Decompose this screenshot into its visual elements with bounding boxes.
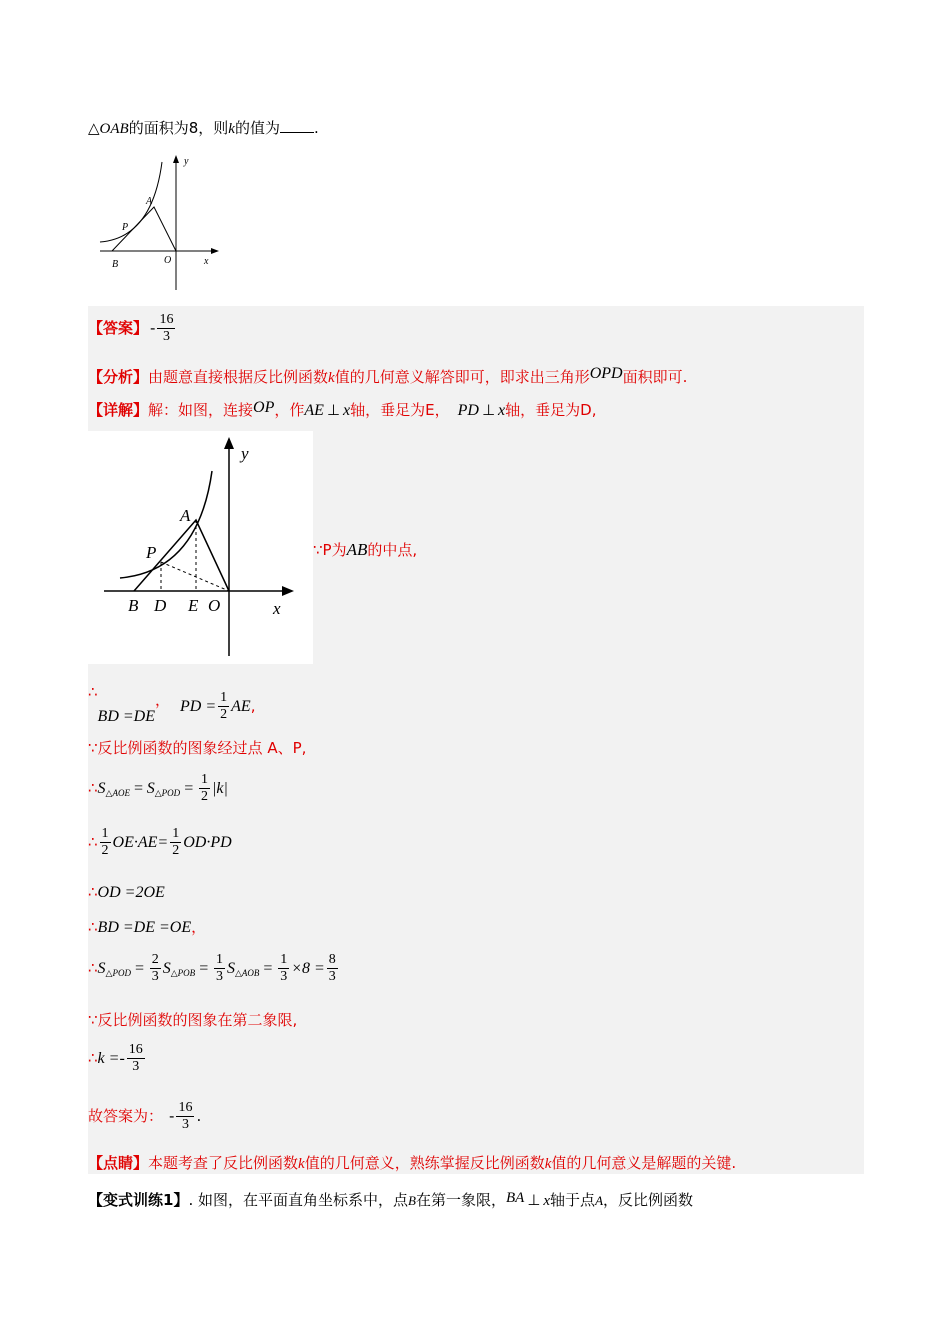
s-subscript: △POD: [105, 968, 131, 978]
therefore-symbol: ∴: [88, 683, 98, 701]
exercise-ba: BA: [505, 1190, 525, 1206]
conclusion-text: 故答案为：: [88, 1107, 164, 1125]
therefore-symbol: ∴: [88, 779, 98, 797]
step-3: [88, 772, 228, 812]
step8-text: ∵反比例函数的图象在第二象限,: [88, 1011, 298, 1029]
detail-op: OP: [253, 399, 275, 416]
question-text-2: ，则: [198, 119, 229, 137]
detail-ae: AE: [304, 402, 324, 419]
analysis-triangle: OPD: [589, 365, 623, 382]
step1-comma: ，: [155, 691, 171, 709]
step1-ae: AE: [231, 698, 251, 715]
analysis-text: 由题意直接根据反比例函数: [148, 368, 329, 386]
midpoint-p: P: [322, 541, 332, 559]
step5-text: OD =2OE: [97, 884, 165, 901]
fig1-label-x: x: [204, 256, 209, 267]
step6-end: ，: [191, 918, 207, 936]
comment-text: 本题考查了反比例函数: [148, 1154, 299, 1172]
step4-numerator-2: 1: [172, 826, 180, 841]
question-end: .: [313, 119, 319, 137]
midpoint-ab: AB: [346, 540, 368, 559]
s-symbol-3: S: [226, 960, 235, 977]
answer-fraction: [157, 312, 175, 345]
s-pod: [147, 780, 180, 797]
step7-fraction-1: [150, 952, 161, 985]
comment-text-3: 值的几何意义是解题的关键.: [551, 1154, 737, 1172]
comment-k-2: k: [544, 1156, 552, 1172]
analysis-label: 【分析】: [88, 368, 149, 386]
answer-blank: [280, 118, 314, 133]
step1-denominator: 2: [220, 707, 228, 722]
fig1-label-b: B: [112, 259, 119, 270]
exercise-text-2: 在第一象限，: [415, 1191, 506, 1209]
figure-2: [88, 431, 313, 664]
therefore-symbol: ∴: [88, 1049, 98, 1067]
exercise-b: B: [408, 1193, 416, 1208]
step3-fraction: [199, 772, 210, 805]
step9-k: k =-: [97, 1050, 125, 1067]
fig1-x-arrow: [211, 248, 219, 254]
fig1-y-arrow: [173, 155, 179, 163]
answer-numerator: 16: [159, 312, 174, 327]
equals-2: =: [183, 780, 194, 797]
abs-k: |k|: [211, 780, 228, 797]
fig2-label-b: B: [128, 596, 139, 615]
therefore-symbol: ∴: [88, 833, 98, 851]
step7-numerator-3: 1: [280, 952, 288, 967]
step3-numerator: 1: [200, 772, 208, 787]
step-7: [88, 952, 340, 992]
analysis-k: k: [328, 370, 335, 386]
s-pod-2: [98, 960, 131, 977]
conclusion-end: .: [196, 1107, 202, 1125]
s-symbol-2: S: [146, 780, 155, 797]
fig1-label-o: O: [164, 255, 172, 266]
exercise-text-3: 轴于点: [550, 1191, 596, 1209]
question-text-3: 的值为: [234, 119, 280, 137]
step7-denominator-4: 3: [328, 969, 336, 984]
step7-denominator-1: 3: [151, 969, 159, 984]
detail-text-3: 轴，垂足为: [350, 401, 426, 419]
therefore-symbol: ∴: [88, 918, 98, 936]
conclusion-denominator: 3: [181, 1117, 189, 1132]
detail-text-4: ，: [434, 401, 450, 419]
step-5: [88, 882, 165, 903]
fig2-label-x: x: [273, 599, 281, 618]
step4-fraction-1: [100, 826, 111, 859]
s-symbol-2: S: [162, 960, 171, 977]
equals-2: =: [198, 960, 209, 977]
s-subscript-2: △POB: [170, 968, 196, 978]
step9-fraction: [127, 1042, 145, 1075]
step6-text: BD =DE =OE: [97, 919, 192, 936]
step7-fraction-2: [214, 952, 225, 985]
step4-denominator-1: 2: [101, 843, 109, 858]
comment-label: 【点睛】: [88, 1154, 149, 1172]
fig2-label-d: D: [154, 596, 167, 615]
fig2-label-e: E: [188, 596, 199, 615]
therefore-symbol: ∴: [88, 959, 98, 977]
answer-sign: -: [150, 319, 156, 337]
answer-denominator: 3: [162, 329, 170, 344]
next-exercise-line: [88, 1188, 693, 1211]
question-line: [88, 118, 319, 139]
perp-symbol-2: ⊥: [481, 401, 496, 419]
answer-label: 【答案】: [88, 319, 149, 337]
step1-pd: PD =: [180, 698, 217, 715]
fig1-label-y: y: [184, 156, 189, 167]
detail-text-2: ，作: [274, 401, 305, 419]
step9-denominator: 3: [132, 1059, 140, 1074]
conclusion-fraction: [176, 1100, 194, 1133]
equals: =: [132, 780, 144, 797]
triangle-name: OAB: [99, 121, 129, 137]
exercise-x: x: [543, 1193, 551, 1209]
figure-1: [92, 150, 222, 292]
conclusion-sign: -: [169, 1107, 175, 1125]
exercise-text-4: ，反比例函数: [603, 1191, 694, 1209]
perp-symbol: ⊥: [527, 1191, 541, 1209]
step-2: [88, 738, 306, 758]
step-9: [88, 1042, 147, 1082]
step7-numerator-1: 2: [151, 952, 159, 967]
step-4: [88, 826, 232, 866]
step2-text: ∵反比例函数的图象经过点 A、P,: [88, 739, 307, 757]
equals-3: =: [262, 960, 274, 977]
midpoint-text-2: 的中点,: [367, 541, 418, 559]
s-aoe: [98, 780, 130, 797]
detail-d: D: [580, 401, 592, 419]
fig2-y-arrow: [224, 437, 234, 449]
analysis-text-3: 面积即可.: [622, 368, 688, 386]
fig1-label-a: A: [146, 196, 153, 207]
conclusion-numerator: 16: [178, 1100, 193, 1115]
step9-numerator: 16: [128, 1042, 143, 1057]
detail-x: x: [343, 402, 351, 419]
triangle-symbol: △: [88, 119, 100, 137]
step1-numerator: 1: [220, 690, 228, 705]
detail-label: 【详解】: [88, 401, 149, 419]
fig2-label-a: A: [180, 506, 191, 525]
step-8: [88, 1010, 297, 1030]
step7-denominator-2: 3: [215, 969, 223, 984]
comment-text-2: 值的几何意义，熟练掌握反比例函数: [304, 1154, 545, 1172]
detail-text-5: 轴，垂足为: [505, 401, 581, 419]
comment-k: k: [298, 1156, 305, 1172]
question-text: 的面积为: [128, 119, 189, 137]
equals: =: [133, 960, 145, 977]
step-1: [88, 682, 256, 725]
s-aob: [227, 960, 259, 977]
exercise-label: 【变式训练1】: [88, 1191, 189, 1209]
fig1-curve: [100, 162, 162, 242]
fig1-label-p: P: [122, 222, 129, 233]
detail-text: 解：如图，连接: [148, 401, 254, 419]
step1-end: ,: [250, 697, 256, 715]
step1-fraction: [218, 690, 229, 723]
step4-fraction-2: [170, 826, 181, 859]
step1-bd-de: BD =DE: [97, 708, 155, 725]
s-subscript: △AOE: [105, 788, 130, 798]
s-pob: [163, 960, 195, 977]
step7-numerator-4: 8: [328, 952, 336, 967]
step7-multiply: ×8 =: [291, 960, 325, 977]
detail-line: [88, 398, 597, 421]
s-subscript-2: △POD: [154, 788, 181, 798]
area-value: 8: [188, 119, 199, 137]
because-symbol: ∵: [313, 541, 323, 559]
exercise-text: . 如图，在平面直角坐标系中，点: [188, 1191, 408, 1209]
detail-text-6: ,: [591, 401, 597, 419]
fig2-x-arrow: [282, 586, 294, 596]
analysis-line: [88, 364, 687, 388]
step3-denominator: 2: [200, 789, 208, 804]
step4-text-2: OD·PD: [183, 834, 232, 851]
detail-e: E: [425, 401, 435, 419]
detail-pd: PD: [457, 402, 479, 419]
fig2-label-o: O: [208, 596, 221, 615]
comment-line: [88, 1153, 736, 1174]
step7-fraction-3: [278, 952, 289, 985]
step4-numerator-1: 1: [101, 826, 109, 841]
therefore-symbol: ∴: [88, 883, 98, 901]
s-symbol: S: [97, 780, 106, 797]
s-symbol: S: [97, 960, 106, 977]
perp-symbol: ⊥: [326, 401, 340, 419]
s-subscript-3: △AOB: [234, 968, 260, 978]
answer-line: [88, 312, 177, 345]
step7-numerator-2: 1: [215, 952, 223, 967]
step7-fraction-4: [327, 952, 338, 985]
midpoint-line: [313, 540, 417, 560]
conclusion-line: [88, 1100, 201, 1140]
step-6: [88, 917, 206, 938]
fig2-label-y: y: [241, 444, 249, 463]
fig2-label-p: P: [146, 543, 157, 562]
analysis-text-2: 值的几何意义解答即可，即求出三角形: [334, 368, 590, 386]
k-variable: k: [228, 121, 235, 137]
step7-denominator-3: 3: [280, 969, 288, 984]
midpoint-text: 为: [331, 541, 347, 559]
exercise-a: A: [595, 1193, 604, 1208]
step4-text-1: OE·AE=: [112, 834, 169, 851]
step4-denominator-2: 2: [172, 843, 180, 858]
fig2-op-line: [161, 562, 229, 591]
detail-x-2: x: [498, 402, 506, 419]
